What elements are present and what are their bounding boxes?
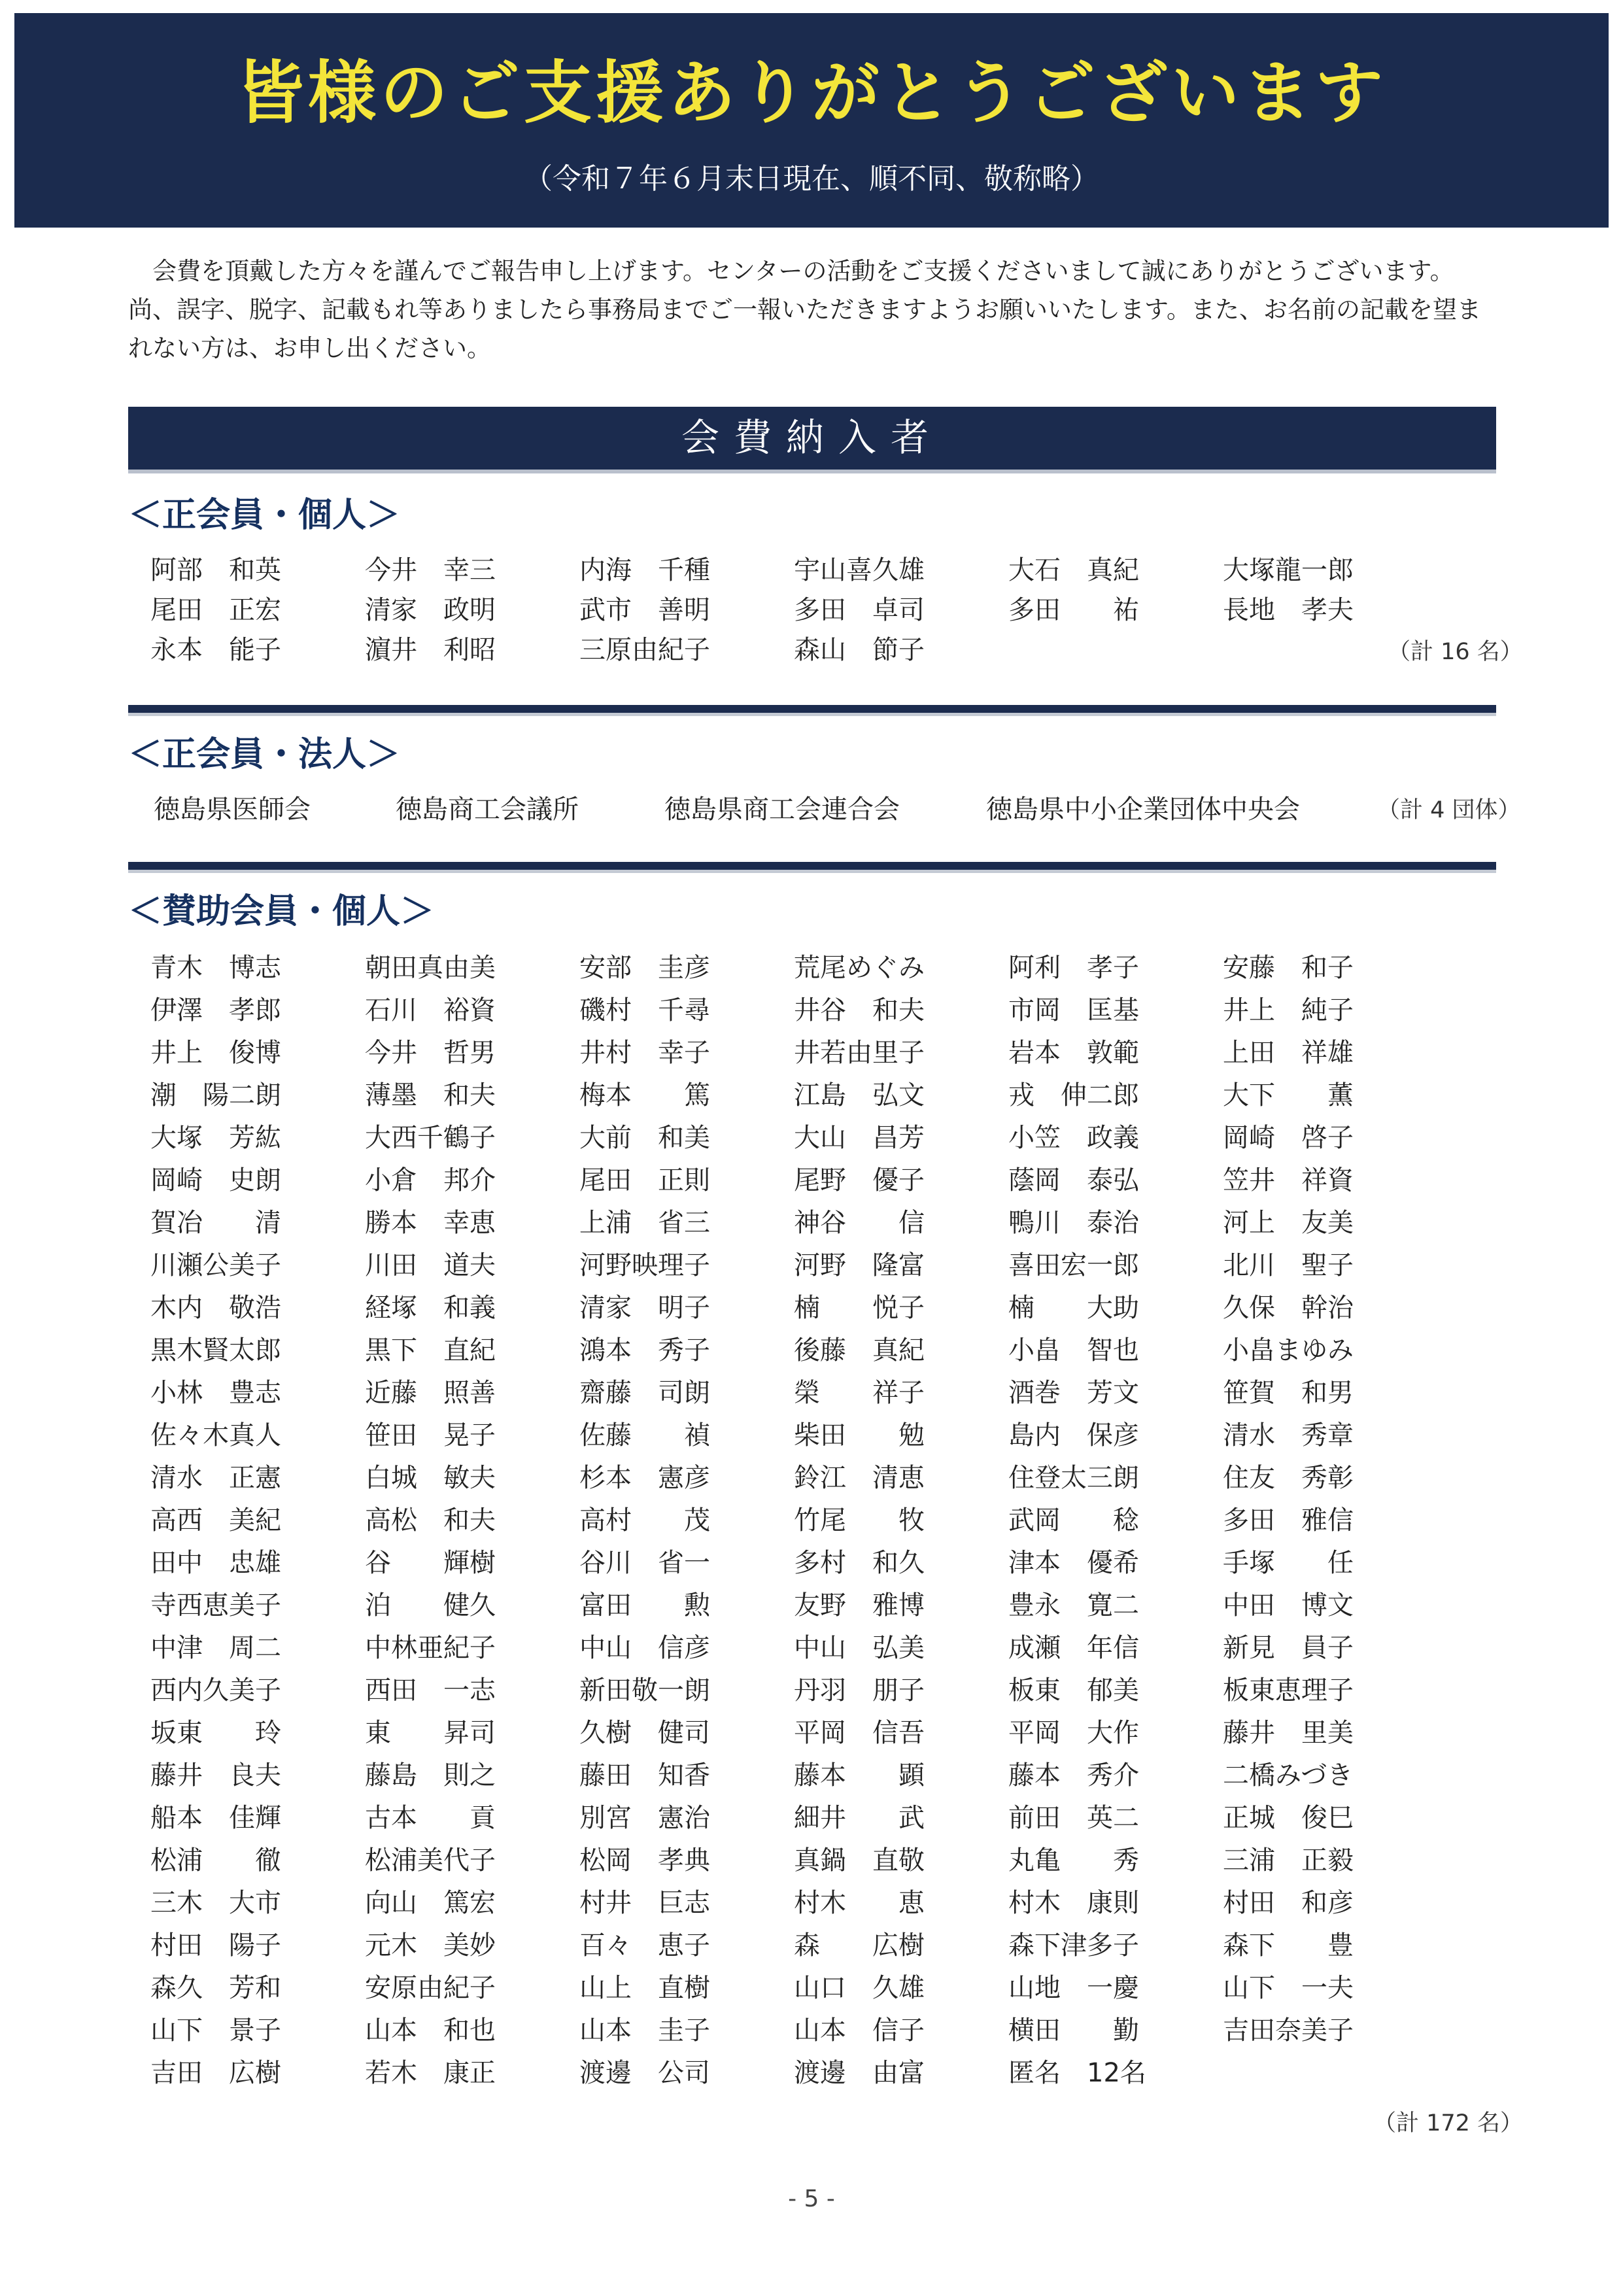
member-name: 村田 和彦	[1223, 1888, 1354, 1918]
member-name: 大下 薫	[1223, 1080, 1354, 1110]
member-name: 藤井 良夫	[150, 1760, 281, 1791]
member-name: 新見 員子	[1223, 1633, 1354, 1663]
member-name: 榮 祥子	[794, 1378, 925, 1408]
category-heading-regular-corporate: ＜正会員・法人＞	[128, 735, 401, 774]
member-name: 藤田 知香	[579, 1760, 710, 1791]
section-title: 会費納入者	[681, 415, 943, 460]
member-name: 佐藤 禎	[579, 1420, 710, 1450]
member-name: 中田 博文	[1223, 1590, 1354, 1620]
member-name: 島内 保彦	[1008, 1420, 1139, 1450]
member-name: 経塚 和義	[365, 1293, 496, 1323]
member-name: 元木 美妙	[365, 1930, 496, 1961]
member-name: 西田 一志	[365, 1675, 496, 1705]
page-number: - 5 -	[788, 2185, 835, 2212]
member-name: 賀冶 清	[150, 1208, 281, 1238]
member-name: 白城 敏夫	[365, 1463, 496, 1493]
member-name: 住登太三朗	[1008, 1463, 1139, 1493]
member-name: 坂東 玲	[150, 1718, 281, 1748]
member-name: 中山 弘美	[794, 1633, 925, 1663]
section-divider	[128, 705, 1496, 716]
member-name: 蔭岡 泰弘	[1008, 1165, 1139, 1195]
member-name: 久保 幹治	[1223, 1293, 1354, 1323]
corporate-member: 徳島県医師会	[154, 795, 311, 825]
member-name: 河野映理子	[579, 1250, 710, 1280]
member-name: 石川 裕資	[365, 995, 496, 1025]
member-name: 藤島 則之	[365, 1760, 496, 1791]
member-name: 谷 輝樹	[365, 1548, 496, 1578]
member-name: 神谷 信	[794, 1208, 925, 1238]
member-name: 津本 優希	[1008, 1548, 1139, 1578]
regular-corporate-total: （計 4 団体）	[1377, 797, 1521, 823]
member-name: 柴田 勉	[794, 1420, 925, 1450]
member-name: 細井 武	[794, 1803, 925, 1833]
member-name: 笹賀 和男	[1223, 1378, 1354, 1408]
member-name: 森下 豊	[1223, 1930, 1354, 1961]
member-name: 若木 康正	[365, 2058, 496, 2088]
corporate-member: 徳島商工会議所	[396, 795, 579, 825]
member-name: 百々 恵子	[579, 1930, 710, 1961]
member-name: 阿部 和英	[150, 555, 281, 585]
member-name: 川瀬公美子	[150, 1250, 281, 1280]
member-name: 森山 節子	[794, 635, 925, 665]
member-name: 東 昇司	[365, 1718, 496, 1748]
member-name: 青木 博志	[150, 953, 281, 983]
member-name: 向山 篤宏	[365, 1888, 496, 1918]
member-name: 上田 祥雄	[1223, 1038, 1354, 1068]
member-name: 長地 孝夫	[1223, 595, 1354, 625]
member-name: 喜田宏一郎	[1008, 1250, 1139, 1280]
member-name: 渡邊 由富	[794, 2058, 925, 2088]
member-name: 正城 俊巳	[1223, 1803, 1354, 1833]
member-name: 安藤 和子	[1223, 953, 1354, 983]
member-name: 渡邊 公司	[579, 2058, 710, 2088]
member-name: 清水 正憲	[150, 1463, 281, 1493]
member-name: 山下 一夫	[1223, 1973, 1354, 2003]
category-heading-supporting-individual: ＜賛助会員・個人＞	[128, 892, 435, 931]
member-name: 近藤 照善	[365, 1378, 496, 1408]
member-name: 中山 信彦	[579, 1633, 710, 1663]
member-name: 森久 芳和	[150, 1973, 281, 2003]
member-name: 山本 圭子	[579, 2015, 710, 2046]
member-name: 山地 一慶	[1008, 1973, 1139, 2003]
member-name: 板東 郁美	[1008, 1675, 1139, 1705]
member-name: 薄墨 和夫	[365, 1080, 496, 1110]
member-name: 武岡 稔	[1008, 1505, 1139, 1535]
member-name: 齋藤 司朗	[579, 1378, 710, 1408]
member-name: 鈴江 清恵	[794, 1463, 925, 1493]
member-name: 久樹 健司	[579, 1718, 710, 1748]
member-name: 鴨川 泰治	[1008, 1208, 1139, 1238]
member-name: 山下 景子	[150, 2015, 281, 2046]
corporate-member: 徳島県中小企業団体中央会	[986, 795, 1300, 825]
member-name: 手塚 任	[1223, 1548, 1354, 1578]
member-name: 竹尾 牧	[794, 1505, 925, 1535]
header-banner	[14, 13, 1609, 228]
member-name: 梅本 篤	[579, 1080, 710, 1110]
member-name: 横田 勤	[1008, 2015, 1139, 2046]
member-name: 井村 幸子	[579, 1038, 710, 1068]
member-name: 住友 秀彰	[1223, 1463, 1354, 1493]
member-name: 川田 道夫	[365, 1250, 496, 1280]
member-name: 尾田 正宏	[150, 595, 281, 625]
member-name: 友野 雅博	[794, 1590, 925, 1620]
corporate-member: 徳島県商工会連合会	[664, 795, 900, 825]
member-name: 潮 陽二朗	[150, 1080, 281, 1110]
member-name: 小畠 智也	[1008, 1335, 1139, 1365]
member-name: 山口 久雄	[794, 1973, 925, 2003]
member-name: 濵井 利昭	[365, 635, 496, 665]
member-name: 森 広樹	[794, 1930, 925, 1961]
member-name: 清家 明子	[579, 1293, 710, 1323]
member-name: 尾野 優子	[794, 1165, 925, 1195]
member-name: 山本 信子	[794, 2015, 925, 2046]
member-name: 井上 純子	[1223, 995, 1354, 1025]
member-name: 山本 和也	[365, 2015, 496, 2046]
member-name: 安部 圭彦	[579, 953, 710, 983]
member-name: 松岡 孝典	[579, 1845, 710, 1876]
category-heading-regular-individual: ＜正会員・個人＞	[128, 496, 401, 535]
page-title: 皆様のご支援ありがとうございます	[235, 52, 1387, 133]
member-name: 岩本 敦範	[1008, 1038, 1139, 1068]
member-name: 大塚龍一郎	[1223, 555, 1354, 585]
member-name: 成瀬 年信	[1008, 1633, 1139, 1663]
member-name: 古本 貢	[365, 1803, 496, 1833]
member-name: 多田 卓司	[794, 595, 925, 625]
member-name: 井上 俊博	[150, 1038, 281, 1068]
member-name: 勝本 幸恵	[365, 1208, 496, 1238]
member-name: 鴻本 秀子	[579, 1335, 710, 1365]
member-name: 阿利 孝子	[1008, 953, 1139, 983]
member-name: 松浦美代子	[365, 1845, 496, 1876]
member-name: 井谷 和夫	[794, 995, 925, 1025]
member-name: 伊澤 孝郎	[150, 995, 281, 1025]
member-name: 武市 善明	[579, 595, 710, 625]
member-name: 中津 周二	[150, 1633, 281, 1663]
member-name: 三浦 正毅	[1223, 1845, 1354, 1876]
member-name: 寺西恵美子	[150, 1590, 281, 1620]
member-name: 黒木賢太郎	[150, 1335, 281, 1365]
member-name: 三原由紀子	[579, 635, 710, 665]
member-name: 小笠 政義	[1008, 1123, 1139, 1153]
member-name: 船本 佳輝	[150, 1803, 281, 1833]
member-name: 安原由紀子	[365, 1973, 496, 2003]
member-name: 村井 巨志	[579, 1888, 710, 1918]
member-name: 楠 悦子	[794, 1293, 925, 1323]
member-name: 井若由里子	[794, 1038, 925, 1068]
member-name: 酒巻 芳文	[1008, 1378, 1139, 1408]
member-name: 新田敬一朗	[579, 1675, 710, 1705]
member-name: 河野 隆富	[794, 1250, 925, 1280]
member-name: 平岡 信吾	[794, 1718, 925, 1748]
member-name: 森下津多子	[1008, 1930, 1139, 1961]
member-name: 匿名 12名	[1008, 2058, 1146, 2088]
member-name: 大西千鶴子	[365, 1123, 496, 1153]
member-name: 二橋みづき	[1223, 1760, 1354, 1791]
member-name: 笹田 晃子	[365, 1420, 496, 1450]
member-name: 高村 茂	[579, 1505, 710, 1535]
member-name: 戎 伸二郎	[1008, 1080, 1139, 1110]
member-name: 丹羽 朋子	[794, 1675, 925, 1705]
member-name: 江島 弘文	[794, 1080, 925, 1110]
member-name: 清家 政明	[365, 595, 496, 625]
member-name: 前田 英二	[1008, 1803, 1139, 1833]
member-name: 山上 直樹	[579, 1973, 710, 2003]
member-name: 岡崎 史朗	[150, 1165, 281, 1195]
section-divider	[128, 862, 1496, 873]
member-name: 楠 大助	[1008, 1293, 1139, 1323]
member-name: 今井 幸三	[365, 555, 496, 585]
member-name: 藤本 秀介	[1008, 1760, 1139, 1791]
member-name: 尾田 正則	[579, 1165, 710, 1195]
member-name: 永本 能子	[150, 635, 281, 665]
member-name: 大山 昌芳	[794, 1123, 925, 1153]
member-name: 北川 聖子	[1223, 1250, 1354, 1280]
member-name: 黒下 直紀	[365, 1335, 496, 1365]
member-name: 小畠まゆみ	[1223, 1335, 1354, 1365]
supporting-individual-total: （計 172 名）	[1373, 2110, 1524, 2136]
member-name: 笠井 祥資	[1223, 1165, 1354, 1195]
member-name: 大前 和美	[579, 1123, 710, 1153]
member-name: 今井 哲男	[365, 1038, 496, 1068]
member-name: 谷川 省一	[579, 1548, 710, 1578]
member-name: 大塚 芳紘	[150, 1123, 281, 1153]
member-name: 大石 真紀	[1008, 555, 1139, 585]
member-name: 村木 恵	[794, 1888, 925, 1918]
member-name: 丸亀 秀	[1008, 1845, 1139, 1876]
member-name: 多田 雅信	[1223, 1505, 1354, 1535]
member-name: 多田 祐	[1008, 595, 1139, 625]
member-name: 別宮 憲治	[579, 1803, 710, 1833]
section-header	[128, 407, 1496, 470]
member-name: 豊永 寛二	[1008, 1590, 1139, 1620]
member-name: 木内 敬浩	[150, 1293, 281, 1323]
member-name: 泊 健久	[365, 1590, 496, 1620]
member-name: 佐々木真人	[150, 1420, 281, 1450]
member-name: 真鍋 直敬	[794, 1845, 925, 1876]
member-name: 内海 千種	[579, 555, 710, 585]
member-name: 村田 陽子	[150, 1930, 281, 1961]
member-name: 小倉 邦介	[365, 1165, 496, 1195]
member-name: 岡崎 啓子	[1223, 1123, 1354, 1153]
member-name: 松浦 徹	[150, 1845, 281, 1876]
member-name: 高西 美紀	[150, 1505, 281, 1535]
member-name: 河上 友美	[1223, 1208, 1354, 1238]
member-name: 板東恵理子	[1223, 1675, 1354, 1705]
member-name: 藤本 顕	[794, 1760, 925, 1791]
member-name: 市岡 匡基	[1008, 995, 1139, 1025]
member-name: 高松 和夫	[365, 1505, 496, 1535]
member-name: 田中 忠雄	[150, 1548, 281, 1578]
member-name: 藤井 里美	[1223, 1718, 1354, 1748]
member-name: 小林 豊志	[150, 1378, 281, 1408]
member-name: 荒尾めぐみ	[794, 953, 925, 983]
member-name: 杉本 憲彦	[579, 1463, 710, 1493]
member-name: 朝田真由美	[365, 953, 496, 983]
member-name: 宇山喜久雄	[794, 555, 925, 585]
intro-paragraph: 会費を頂戴した方々を謹んでご報告申し上げます。センターの活動をご支援くださいまして誠にありがとうございます。尚、誤字、脱字、記載もれ等ありましたら事務局までご一報いただきますようお願いいたします。また、お名前の記載を望まれない方は、お申し出ください。	[128, 257, 1482, 362]
member-name: 三木 大市	[150, 1888, 281, 1918]
page-subtitle: （令和７年６月末日現在、順不同、敬称略）	[524, 162, 1099, 196]
member-name: 後藤 真紀	[794, 1335, 925, 1365]
member-name: 西内久美子	[150, 1675, 281, 1705]
member-name: 村木 康則	[1008, 1888, 1139, 1918]
regular-individual-total: （計 16 名）	[1388, 639, 1523, 665]
member-name: 平岡 大作	[1008, 1718, 1139, 1748]
member-name: 吉田 広樹	[150, 2058, 281, 2088]
member-name: 吉田奈美子	[1223, 2015, 1354, 2046]
member-name: 磯村 千尋	[579, 995, 710, 1025]
member-name: 富田 勲	[579, 1590, 710, 1620]
member-name: 上浦 省三	[579, 1208, 710, 1238]
member-name: 清水 秀章	[1223, 1420, 1354, 1450]
member-name: 中林亜紀子	[365, 1633, 496, 1663]
member-name: 多村 和久	[794, 1548, 925, 1578]
